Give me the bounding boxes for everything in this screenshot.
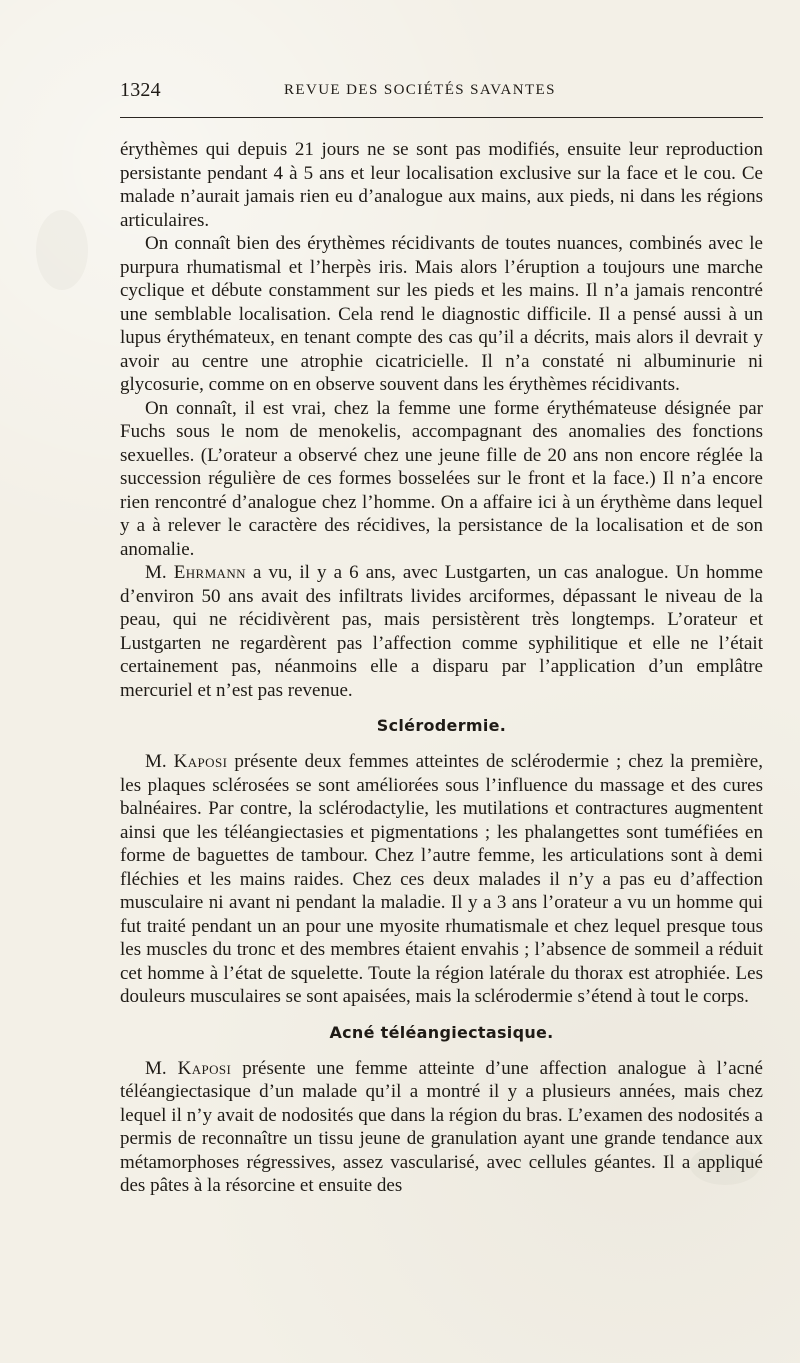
paragraph-6-text: présente une femme atteinte d’une affection analogue à l’acné téléangiectasique d’un malade qu’il a montré il y a plusieurs années, mais chez lequel il n’y avait de nodosités que dans la région du bras. L’examen des nodosités a permis de reconnaître un tissu jeune de granulation ayant une grande tendance aux métamorphoses régressives, assez vascularisé, avec cellules géantes. Il a appliqué des pâtes à la résorcine et ensuite des (120, 1057, 763, 1196)
speaker-name: Ehrmann (173, 562, 246, 583)
speaker-name: Kaposi (177, 1057, 232, 1079)
speaker-prefix: M. (145, 1057, 178, 1079)
header-rule (120, 117, 763, 118)
running-head: REVUE DES SOCIÉTÉS SAVANTES (284, 82, 556, 98)
paragraph-4-text: a vu, il y a 6 ans, avec Lustgarten, un cas analogue. Un homme d’environ 50 ans avait des infiltrats livides arciformes, dépassant le niveau de la peau, qui ne récidivèrent pas, mais persistèrent très longtemps. L’orateur et Lustgarten ne regardèrent pas l’affection comme syphilitique et elle ne l’était certainement pas, néanmoins elle a disparu par l’application d’un emplâtre mercuriel et n’est pas revenue. (120, 562, 763, 701)
speaker-prefix: M. (145, 751, 174, 772)
page-header (120, 78, 763, 102)
paragraph-5 (120, 750, 763, 1009)
section-heading-sclerodermie: Sclérodermie. (376, 716, 507, 735)
paragraph-3: On connaît, il est vrai, chez la femme une forme érythémateuse désignée par Fuchs sous le nom de menokelis, accompagnant des anomalies des fonctions sexuelles. (L’orateur a observé chez une jeune fille de 20 ans non encore réglée la succession régulière de ces formes bosselées sur le front et la face.) Il n’a encore rien rencontré d’analogue chez l’homme. On a affaire ici à un érythème dans lequel y a à relever le caractère des récidives, la persistance de la localisation et de son anomalie. (120, 397, 763, 560)
paragraph-2: On connaît bien des érythèmes récidivants de toutes nuances, combinés avec le purpura rhumatismal et l’herpès iris. Mais alors l’éruption a toujours une marche cyclique et débute constamment sur les pieds et les mains. Il n’a jamais rencontré une semblable localisation. Cela rend le diagnostic difficile. Il a pensé aussi à un lupus érythémateux, en tenant compte des cas qu’il a décrits, mais alors il devrait y avoir au centre une atrophie cicatricielle. Il n’a constaté ni albuminurie ni glycosurie, comme on en observe souvent dans les érythèmes récidivants. (120, 233, 763, 395)
article-body (120, 138, 763, 1198)
section-heading-acne: Acné téléangiectasique. (329, 1022, 554, 1042)
speaker-prefix: M. (145, 562, 174, 583)
paragraph-5-text: présente deux femmes atteintes de sclérodermie ; chez la première, les plaques sclérosées se sont améliorées sous l’influence du massage et des cures balnéaires. Par contre, la sclérodactylie, les mutilations et contractures augmentent ainsi que les téléangiectasies et pigmentations ; les phalangettes sont tuméfiées en forme de baguettes de tambour. Chez l’autre femme, les articulations sont à demi fléchies et les mains raides. Chez ces deux malades il n’y a pas eu d’affection musculaire ni avant ni pendant la maladie. Il y a 3 ans l’orateur a vu un homme qui fut traité pendant un an pour une myosite rhumatismale et chez lequel presque tous les muscles du tronc et des membres étaient envahis ; l’absence de sommeil a réduit cet homme à l’état de squelette. Toute la région latérale du thorax est atrophiée. Les douleurs musculaires se sont apaisées, mais la sclérodermie s’étend à tout le corps. (120, 751, 763, 1007)
paragraph-1: érythèmes qui depuis 21 jours ne se sont pas modifiés, ensuite leur reproduction persistante pendant 4 à 5 ans et leur localisation exclusive sur la face et le cou. Ce malade n’aurait jamais rien eu d’analogue aux mains, aux pieds, ni dans les régions articulaires. (120, 139, 763, 231)
paper-stain (36, 210, 88, 290)
paragraph-4 (120, 561, 763, 702)
paragraph-6 (120, 1057, 763, 1198)
speaker-name: Kaposi (173, 751, 228, 772)
page-number: 1324 (120, 79, 161, 101)
